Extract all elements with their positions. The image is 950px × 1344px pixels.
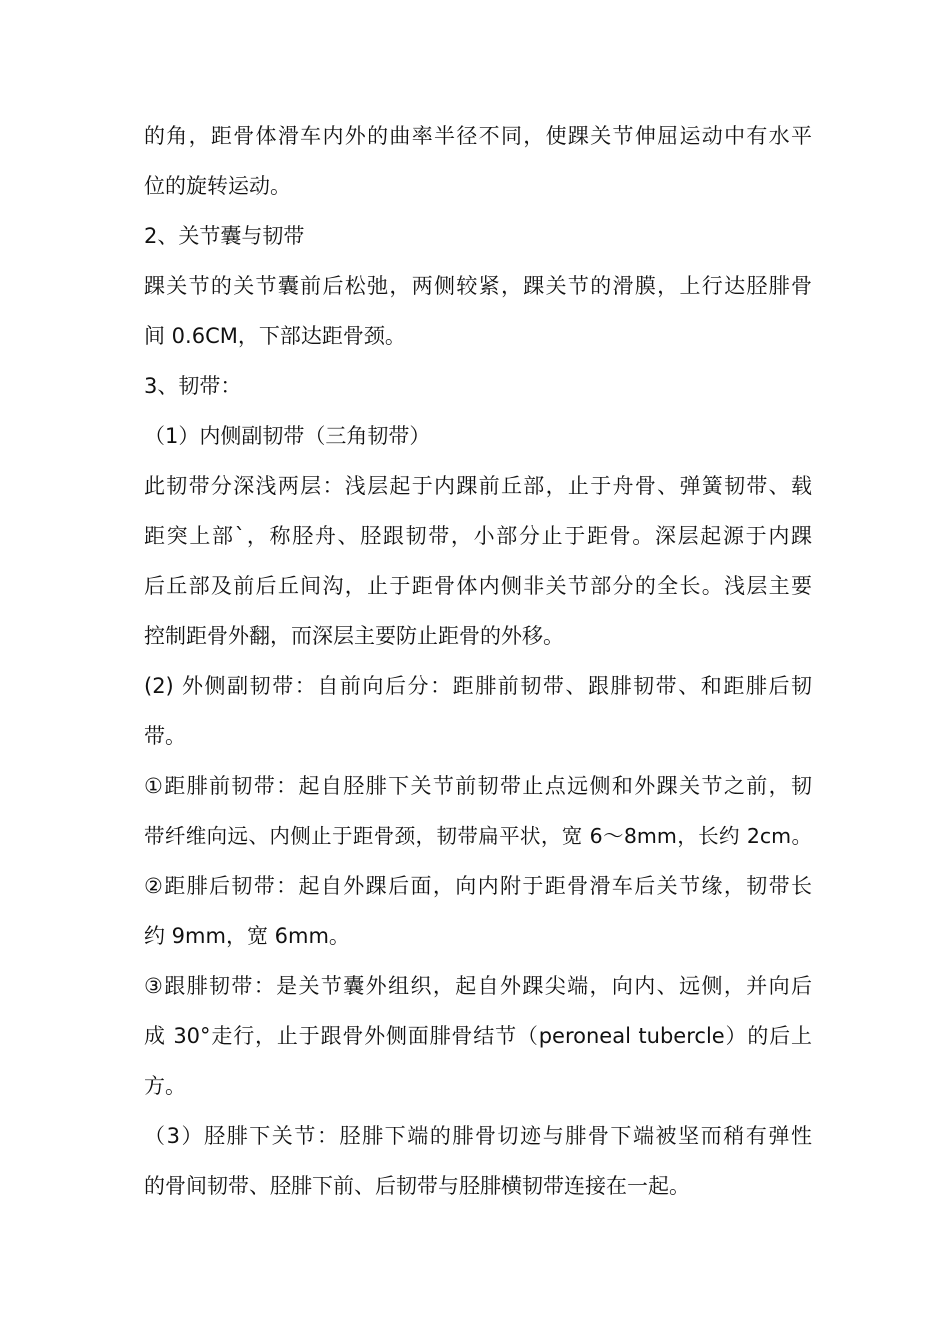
text-line: (2) 外侧副韧带：自前向后分：距腓前韧带、跟腓韧带、和距腓后韧 bbox=[144, 674, 812, 698]
text-line: 的骨间韧带、胫腓下前、后韧带与胫腓横韧带连接在一起。 bbox=[144, 1174, 690, 1198]
section-heading: 3、韧带： bbox=[144, 374, 242, 398]
document-body bbox=[144, 111, 812, 1211]
text-line: ①距腓前韧带：起自胫腓下关节前韧带止点远侧和外踝关节之前，韧 bbox=[144, 774, 812, 798]
text-line: 方。 bbox=[144, 1074, 186, 1098]
text-line: 带。 bbox=[144, 724, 186, 748]
text-line: 踝关节的关节囊前后松弛，两侧较紧，踝关节的滑膜，上行达胫腓骨 bbox=[144, 274, 812, 298]
text-line: 控制距骨外翻，而深层主要防止距骨的外移。 bbox=[144, 624, 564, 648]
text-line: 距突上部`，称胫舟、胫跟韧带，小部分止于距骨。深层起源于内踝 bbox=[144, 524, 812, 548]
section-heading: 2、关节囊与韧带 bbox=[144, 224, 305, 248]
text-line: 成 30°走行，止于跟骨外侧面腓骨结节（peroneal tubercle）的后上 bbox=[144, 1024, 812, 1048]
text-line: ②距腓后韧带：起自外踝后面，向内附于距骨滑车后关节缘，韧带长 bbox=[144, 874, 812, 898]
text-line: 后丘部及前后丘间沟，止于距骨体内侧非关节部分的全长。浅层主要 bbox=[144, 574, 812, 598]
subsection-heading: （1）内侧副韧带（三角韧带） bbox=[144, 424, 431, 448]
text-line: 位的旋转运动。 bbox=[144, 174, 291, 198]
text-line: 此韧带分深浅两层：浅层起于内踝前丘部，止于舟骨、弹簧韧带、载 bbox=[144, 474, 812, 498]
text-line: 间 0.6CM，下部达距骨颈。 bbox=[144, 324, 406, 348]
text-line: （3）胫腓下关节：胫腓下端的腓骨切迹与腓骨下端被坚而稍有弹性 bbox=[144, 1124, 812, 1148]
text-line: 的角，距骨体滑车内外的曲率半径不同，使踝关节伸屈运动中有水平 bbox=[144, 124, 812, 148]
text-line: ③跟腓韧带：是关节囊外组织，起自外踝尖端，向内、远侧，并向后 bbox=[144, 974, 812, 998]
text-line: 带纤维向远、内侧止于距骨颈，韧带扁平状，宽 6～8mm，长约 2cm。 bbox=[144, 824, 812, 848]
text-line: 约 9mm，宽 6mm。 bbox=[144, 924, 350, 948]
